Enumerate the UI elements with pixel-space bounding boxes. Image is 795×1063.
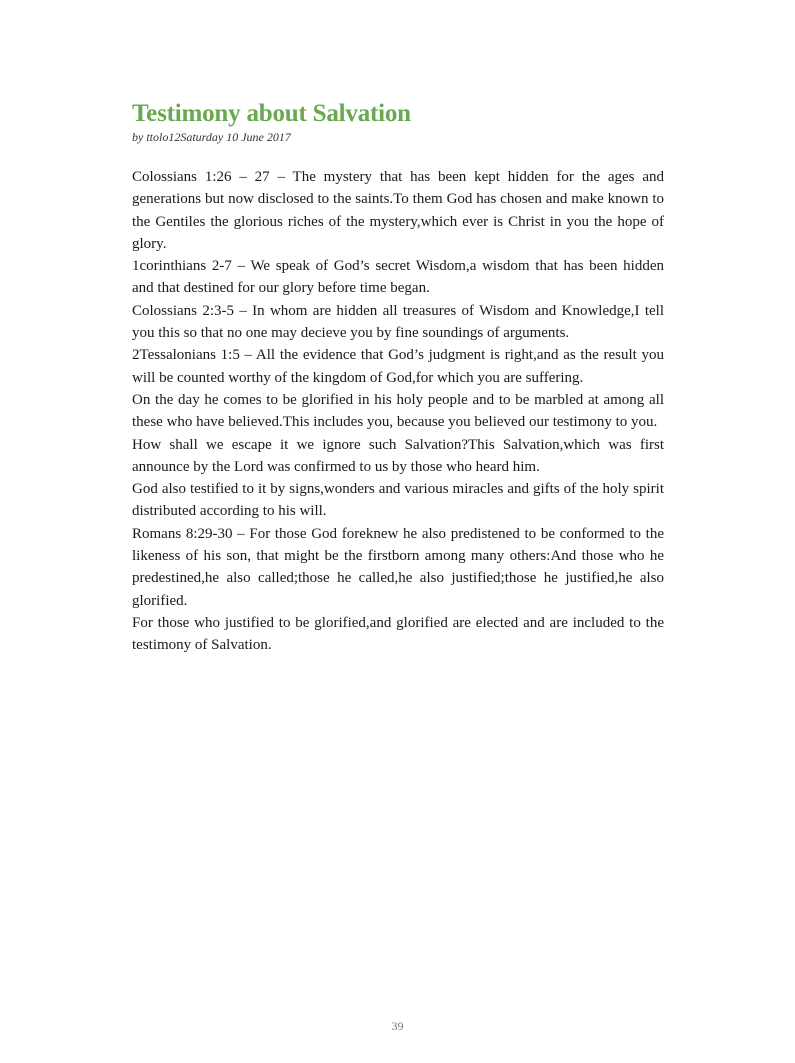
paragraph-how-shall-we-escape: How shall we escape it we ignore such Salvation?This Salvation,which was first announce by the Lord was confirmed to us by those who heard him.	[132, 436, 664, 475]
page-number: 39	[391, 1019, 404, 1033]
paragraph-conclusion: For those who justified to be glorified,and glorified are elected and are included to the testimony of Salvation.	[132, 614, 664, 654]
paragraph-thessalonians: 2Tessalonians 1:5 – All the evidence that God’s judgment is right,and as the result you will be counted worthy of the kingdom of God,for which you are suffering.	[132, 347, 664, 386]
paragraph-day-he-comes: On the day he comes to be glorified in his holy people and to be marbled at among all these who have believed.This includes you, because you believed our testimony to you.	[132, 391, 664, 431]
paragraph-god-testified: God also testified to it by signs,wonders and various miracles and gifts of the holy spirit distributed according to his will.	[132, 481, 664, 520]
article	[132, 97, 664, 657]
paragraph-colossians-2: Colossians 2:3-5 – In whom are hidden all treasures of Wisdom and Knowledge,I tell you this so that no one may decieve you by fine soundings of arguments.	[132, 302, 664, 342]
paragraph-romans: Romans 8:29-30 – For those God foreknew he also predistened to be conformed to the likeness of his son, that might be the firstborn among many others:And those who he predestined,he also called;those he called,he also justified;those he justified,he also glorified.	[132, 525, 664, 609]
paragraph-corinthians: 1corinthians 2-7 – We speak of God’s secret Wisdom,a wisdom that has been hidden and that destined for our glory before time began.	[132, 258, 664, 297]
article-body	[132, 166, 664, 657]
article-title: Testimony about Salvation	[132, 100, 411, 127]
article-byline: by ttolo12Saturday 10 June 2017	[132, 130, 291, 144]
paragraph-colossians-1: Colossians 1:26 – 27 – The mystery that has been kept hidden for the ages and generations but now disclosed to the saints.To them God has chosen and make known to the Gentiles the glorious riches of the mystery,which ever is Christ in you the hope of glory.	[132, 169, 664, 252]
